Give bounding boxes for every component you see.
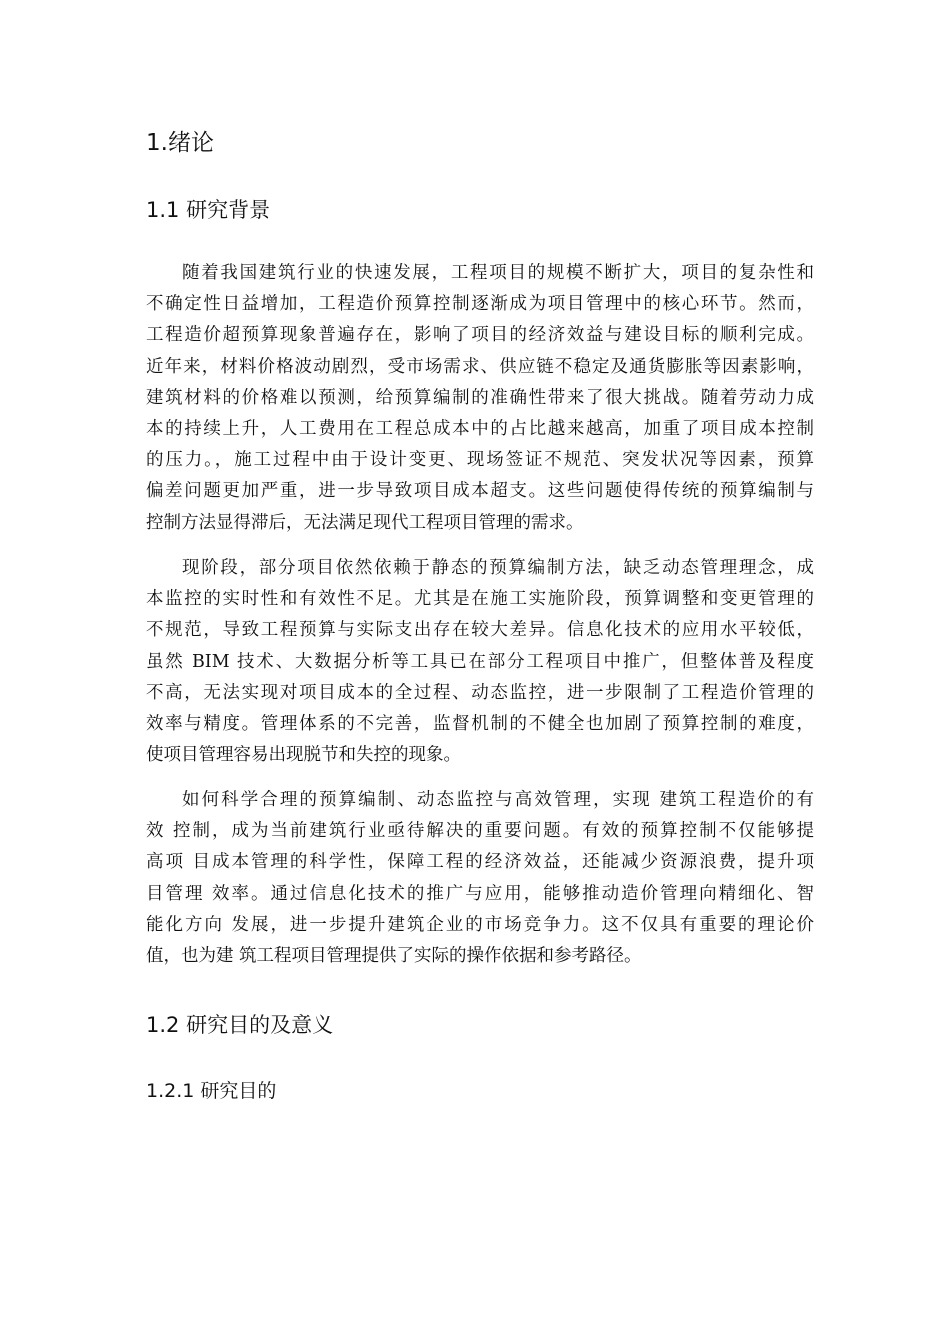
- paragraph-line: 使项目管理容易出现脱节和失控的现象。: [146, 745, 461, 766]
- paragraph-line: 随着我国建筑行业的快速发展，工程项目的规模不断扩大，项目的复杂性和: [182, 263, 814, 283]
- paragraph-line: 的压力。，施工过程中由于设计变更、现场签证不规范、突发状况等因素，预算: [146, 450, 814, 471]
- paragraph-line: 现阶段，部分项目依然依赖于静态的预算编制方法，缺乏动态管理理念，成: [182, 558, 814, 578]
- section-heading-research-background: 1.1 研究背景: [146, 198, 271, 222]
- paragraph-line: 偏差问题更加严重，进一步导致项目成本超支。这些问题使得传统的预算编制与: [146, 481, 814, 502]
- paragraph-line: 本的持续上升，人工费用在工程总成本中的占比越来越高，加重了项目成本控制: [146, 419, 814, 440]
- paragraph-line: 不高，无法实现对项目成本的全过程、动态监控，进一步限制了工程造价管理的: [146, 682, 814, 703]
- subsection-heading-research-purpose: 1.2.1 研究目的: [146, 1080, 277, 1102]
- paragraph-research-background-2: [146, 553, 814, 771]
- paragraph-line: 虽然 BIM 技术、大数据分析等工具已在部分工程项目中推广，但整体普及程度: [146, 651, 814, 672]
- paragraph-line: 不确定性日益增加，工程造价预算控制逐渐成为项目管理中的核心环节。然而，: [146, 294, 814, 315]
- paragraph-line: 不规范，导致工程预算与实际支出存在较大差异。信息化技术的应用水平较低，: [146, 620, 814, 641]
- paragraph-line: 效率与精度。管理体系的不完善，监督机制的不健全也加剧了预算控制的难度，: [146, 714, 814, 735]
- paragraph-line: 本监控的实时性和有效性不足。尤其是在施工实施阶段，预算调整和变更管理的: [146, 589, 814, 610]
- paragraph-line: 建筑材料的价格难以预测，给预算编制的准确性带来了很大挑战。随着劳动力成: [146, 387, 814, 408]
- paragraph-line: 效 控制，成为当前建筑行业亟待解决的重要问题。有效的预算控制不仅能够提: [146, 821, 814, 842]
- paragraph-line: 值，也为建 筑工程项目管理提供了实际的操作依据和参考路径。: [146, 946, 642, 967]
- paragraph-line: 目管理 效率。通过信息化技术的推广与应用，能够推动造价管理向精细化、智: [146, 883, 814, 904]
- paragraph-line: 工程造价超预算现象普遍存在，影响了项目的经济效益与建设目标的顺利完成。: [146, 325, 814, 346]
- paragraph-line: 能化方向 发展，进一步提升建筑企业的市场竞争力。这不仅具有重要的理论价: [146, 914, 814, 935]
- paragraph-line: 如何科学合理的预算编制、动态监控与高效管理，实现 建筑工程造价的有: [182, 790, 814, 810]
- paragraph-line: 控制方法显得滞后，无法满足现代工程项目管理的需求。: [146, 512, 584, 533]
- paragraph-research-background-3: [146, 785, 814, 972]
- paragraph-line: 近年来，材料价格波动剧烈，受市场需求、供应链不稳定及通货膨胀等因素影响，: [146, 356, 814, 377]
- section-heading-research-purpose-significance: 1.2 研究目的及意义: [146, 1013, 334, 1037]
- paragraph-research-background-1: [146, 258, 814, 539]
- paragraph-line: 高项 目成本管理的科学性，保障工程的经济效益，还能减少资源浪费，提升项: [146, 852, 814, 873]
- chapter-heading: 1.绪论: [146, 130, 214, 156]
